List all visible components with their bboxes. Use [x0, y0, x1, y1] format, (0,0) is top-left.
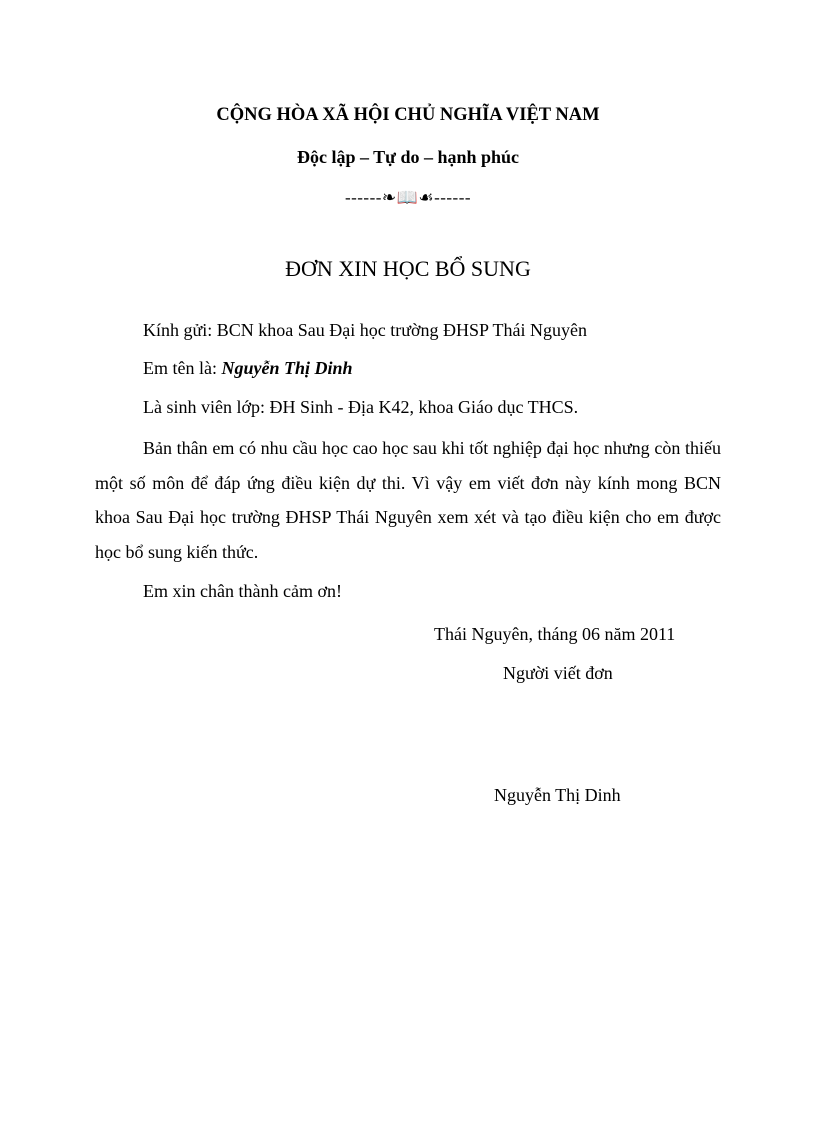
national-title: CỘNG HÒA XÃ HỘI CHỦ NGHĨA VIỆT NAM	[216, 105, 600, 125]
recipient-value: BCN khoa Sau Đại học trường ĐHSP Thái Nguyên	[216, 320, 588, 340]
signer-role: Người viết đơn	[503, 663, 613, 683]
name-label: Em tên là:	[143, 358, 217, 378]
class-info-line: Là sinh viên lớp: ĐH Sinh - Địa K42, khoa Giáo dục THCS.	[143, 397, 579, 417]
ornament-divider: ------❧📖☙------	[344, 188, 472, 207]
place-date: Thái Nguyên, tháng 06 năm 2011	[434, 624, 676, 644]
name-line	[143, 357, 353, 379]
recipient-line	[143, 319, 587, 341]
recipient-label: Kính gửi:	[143, 320, 213, 340]
document-title: ĐƠN XIN HỌC BỔ SUNG	[285, 256, 531, 281]
applicant-name: Nguyễn Thị Dinh	[221, 358, 353, 378]
signer-name: Nguyễn Thị Dinh	[494, 785, 621, 805]
request-paragraph: Bản thân em có nhu cầu học cao học sau khi tốt nghiệp đại học nhưng còn thiếu một số môn để đáp ứng điều kiện dự thi. Vì vậy em viết đơn này kính mong BCN khoa Sau Đại học trường ĐHSP Thái Nguyên xem xét và tạo điều kiện cho em được học bổ sung kiến thức.	[95, 438, 721, 562]
motto: Độc lập – Tự do – hạnh phúc	[296, 147, 520, 167]
thanks-line: Em xin chân thành cảm ơn!	[143, 581, 342, 601]
